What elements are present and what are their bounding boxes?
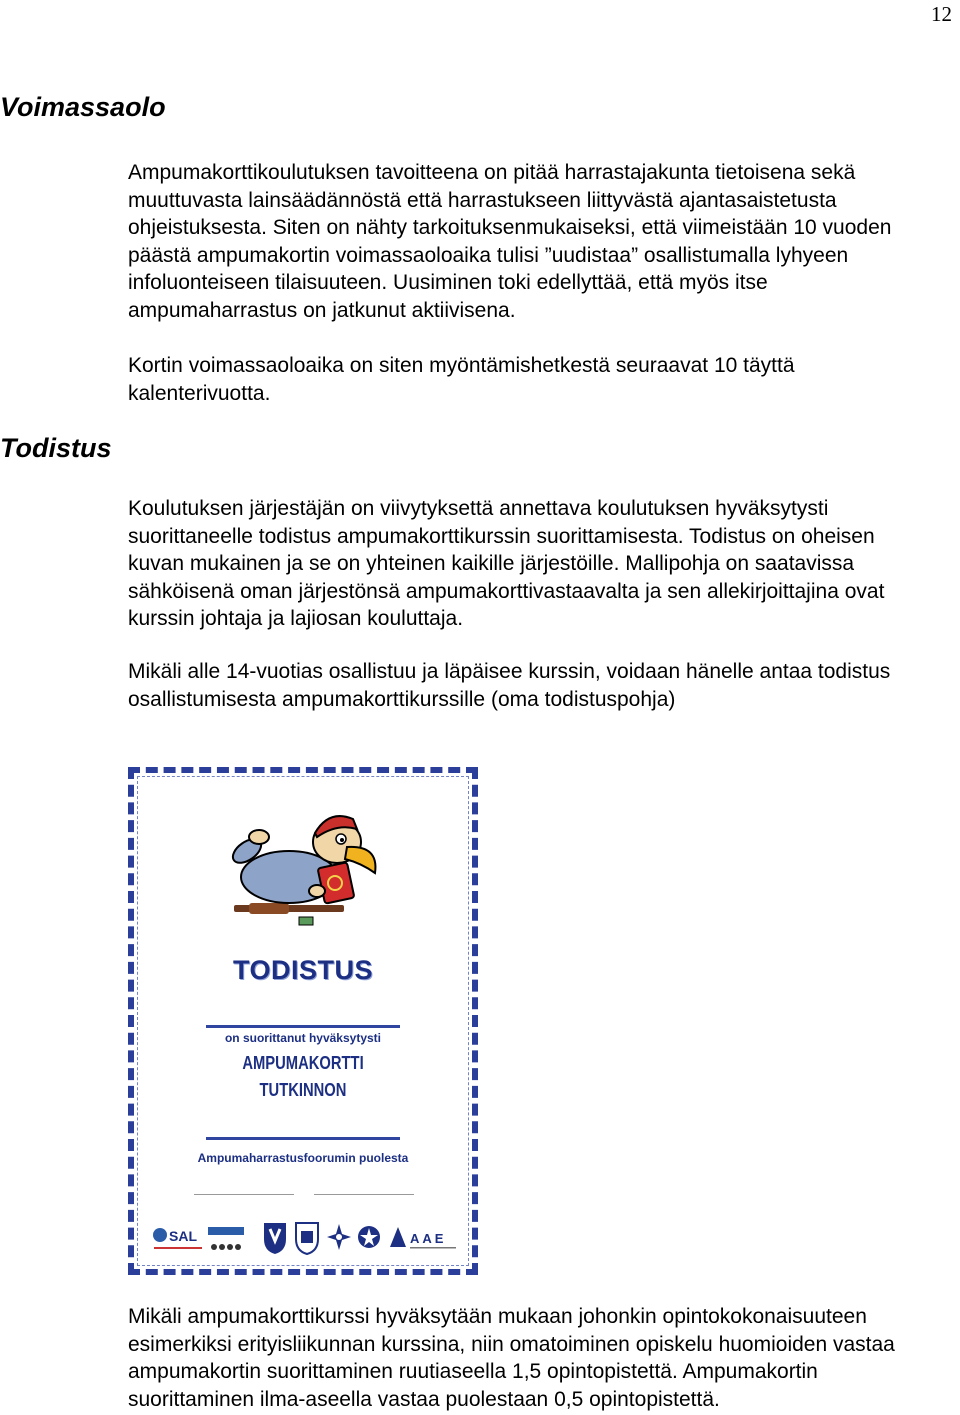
- sal-logo: [152, 1221, 206, 1255]
- cross-logo: [326, 1221, 352, 1255]
- certificate-divider: [206, 1025, 400, 1028]
- svg-text:SAL: SAL: [169, 1228, 197, 1244]
- paragraph-voimassaolo-1: Ampumakorttikoulutuksen tavoitteena on pitää harrastajakunta tietoisena sekä muuttuvasta lainsäädännöstä että harrastukseen liittyvästä ajantasaistetusta ohjeistuksesta. Siten on nähty tarkoituksenmukaiseksi, että viimeistään 10 vuoden päästä ampumakortin voimassaoloaika tulisi ”uudistaa” osallistumalla lyhyeen infoluonteiseen tilaisuuteen. Uusiminen toki edellyttää, että myös itse ampumaharrastus on jatkunut aktiivisena.: [128, 161, 892, 322]
- star-logo: [356, 1221, 382, 1255]
- shield-logo: [262, 1221, 288, 1255]
- page-number: 12: [931, 2, 952, 26]
- svg-text:AAE: AAE: [410, 1231, 447, 1246]
- signature-line: [194, 1194, 294, 1195]
- crest-logo: [294, 1221, 320, 1255]
- certificate-issuer: Ampumaharrastusfoorumin puolesta: [197, 1151, 409, 1165]
- certificate-main-line-2: TUTKINNON: [259, 1080, 347, 1100]
- organization-logo: [208, 1221, 246, 1255]
- mascot-illustration: [229, 807, 389, 932]
- paragraph-todistus-2: Mikäli alle 14-vuotias osallistuu ja läpäisee kurssin, voidaan hänelle antaa todistus osallistumisesta ampumakorttikurssille (oma todistuspohja): [128, 660, 891, 711]
- organization-logos: [152, 1221, 458, 1257]
- certificate-title: TODISTUS: [232, 955, 373, 985]
- aae-logo: [388, 1221, 460, 1255]
- certificate-image: [128, 767, 478, 1275]
- signature-line: [314, 1194, 414, 1195]
- certificate-subtitle: on suorittanut hyväksytysti: [224, 1031, 382, 1045]
- certificate-main-line-1: AMPUMAKORTTI: [242, 1053, 364, 1073]
- paragraph-voimassaolo-2: Kortin voimassaoloaika on siten myöntämishetkestä seuraavat 10 täyttä kalenterivuotta.: [128, 354, 795, 405]
- certificate-divider: [206, 1137, 400, 1140]
- paragraph-todistus-3: Mikäli ampumakorttikurssi hyväksytään mukaan johonkin opintokokonaisuuteen esimerkiksi erityisliikunnan kurssina, niin omatoiminen opiskelu huomioiden vastaa ampumakortin suorittaminen ruutiaseella 1,5 opintopistettä. Ampumakortin suorittaminen ilma-aseella vastaa puolestaan 0,5 opintopistettä.: [128, 1305, 895, 1411]
- heading-todistus: Todistus: [0, 433, 112, 463]
- paragraph-todistus-1: Koulutuksen järjestäjän on viivytyksettä annettava koulutuksen hyväksytysti suorittaneelle todistus ampumakorttikurssin suorittamisesta. Todistus on oheisen kuvan mukainen ja se on yhteinen kaikille järjestöille. Mallipohja on saatavissa sähköisenä oman järjestönsä ampumakorttivastaavalta ja sen allekirjoittajina ovat kurssin johtaja ja lajiosan kouluttaja.: [128, 497, 885, 630]
- heading-voimassaolo: Voimassaolo: [0, 92, 166, 122]
